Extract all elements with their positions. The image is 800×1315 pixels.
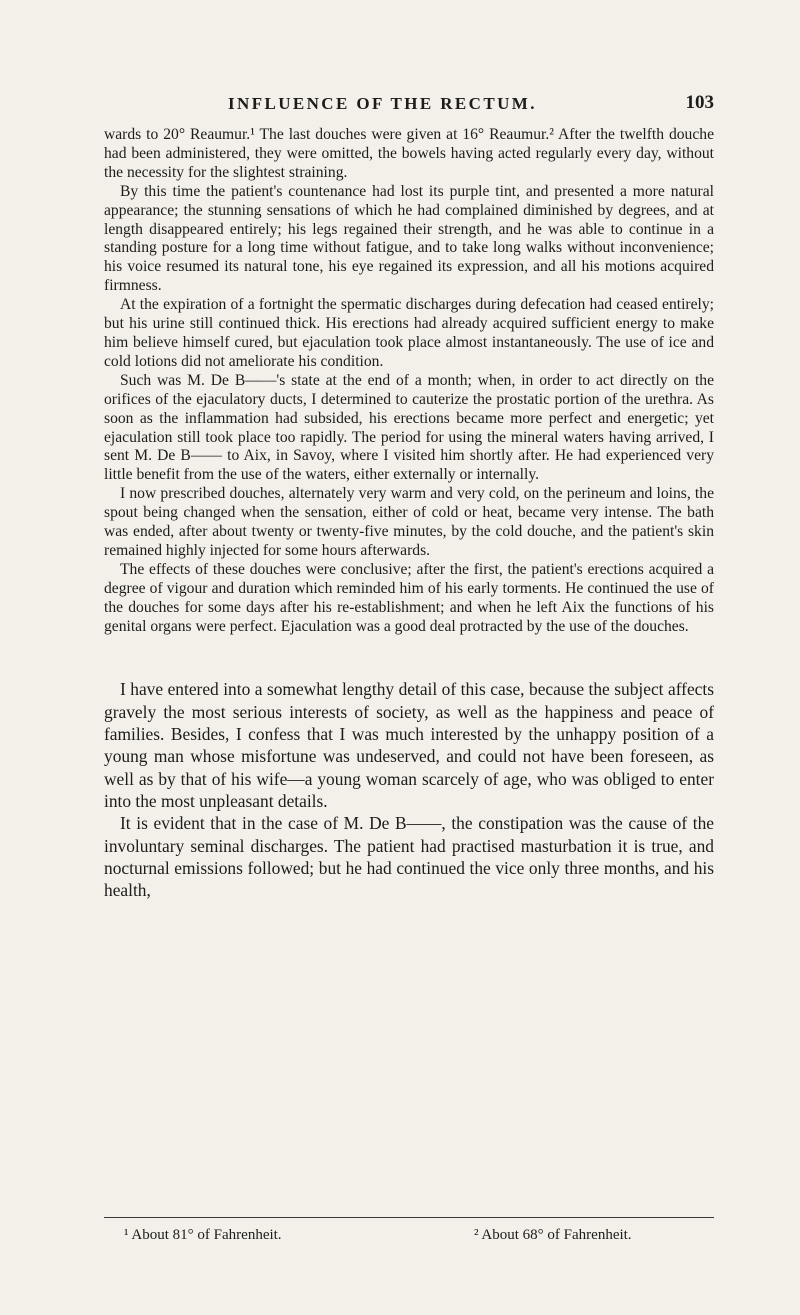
footnote: ² About 68° of Fahrenheit. — [474, 1227, 632, 1243]
running-head — [104, 94, 714, 120]
paragraph: The effects of these douches were conclusive; after the first, the patient's erections acquired a degree of vigour and duration which reminded him of his early torments. He continued the use of the douches for some days after his re-establishment; and when he left Aix the functions of his genital organs were perfect. Ejaculation was a good deal protracted by the use of the douches. — [104, 560, 714, 635]
footnote: ¹ About 81° of Fahrenheit. — [124, 1227, 282, 1243]
paragraph: wards to 20° Reaumur.¹ The last douches were given at 16° Reaumur.² After the twelfth douche had been administered, they were omitted, the bowels having acted regularly every day, without the necessity for the slightest straining. — [104, 126, 714, 181]
paragraph: At the expiration of a fortnight the spermatic discharges during defecation had ceased entirely; but his urine still continued thick. His erections had already acquired sufficient energy to make him believe himself cured, but ejaculation took place almost instantaneously. The use of ice and cold lotions did not ameliorate his condition. — [104, 296, 714, 370]
running-title: INFLUENCE OF THE RECTUM. — [228, 94, 537, 113]
author-commentary — [104, 678, 714, 901]
paragraph: By this time the patient's countenance had lost its purple tint, and presented a more natural appearance; the stunning sensations of which he had complained diminished by degrees, and at length disappeared entirely; his legs regained their strength, and he was able to continue in a standing posture for a long time without fatigue, and to take long walks without inconvenience; his voice resumed its natural tone, his eye regained its expression, and all his motions acquired firmness. — [104, 182, 714, 295]
case-narrative — [104, 126, 714, 636]
footnote-divider — [104, 1217, 714, 1218]
page-number: 103 — [685, 92, 714, 113]
paragraph: Such was M. De B——'s state at the end of a month; when, in order to act directly on the orifices of the ejaculatory ducts, I determined to cauterize the prostatic portion of the urethra. As soon as the inflammation had subsided, his erections became more perfect and energetic; yet ejaculation still took place too rapidly. The period for using the mineral waters having arrived, I sent M. De B—— to Aix, in Savoy, where I visited him shortly after. He had experienced very little benefit from the use of the waters, either externally or internally. — [104, 371, 714, 484]
paragraph: It is evident that in the case of M. De B——, the constipation was the cause of the involuntary seminal discharges. The patient had practised masturbation it is true, and nocturnal emissions followed; but he had continued the vice only three months, and his health, — [104, 813, 714, 901]
page-body — [104, 126, 714, 901]
paragraph: I have entered into a somewhat lengthy detail of this case, because the subject affects gravely the most serious interests of society, as well as the happiness and peace of families. Besides, I confess that I was much interested by the unhappy position of a young man whose misfortune was undeserved, and could not have been foreseen, as well as by that of his wife—a young woman scarcely of age, who was obliged to enter into the most unpleasant details. — [104, 679, 714, 811]
paragraph: I now prescribed douches, alternately very warm and very cold, on the perineum and loins, the spout being changed when the sensation, either of cold or heat, became very intense. The bath was ended, after about twenty or twenty-five minutes, by the cold douche, and the patient's skin remained highly injected for some hours afterwards. — [104, 485, 714, 559]
